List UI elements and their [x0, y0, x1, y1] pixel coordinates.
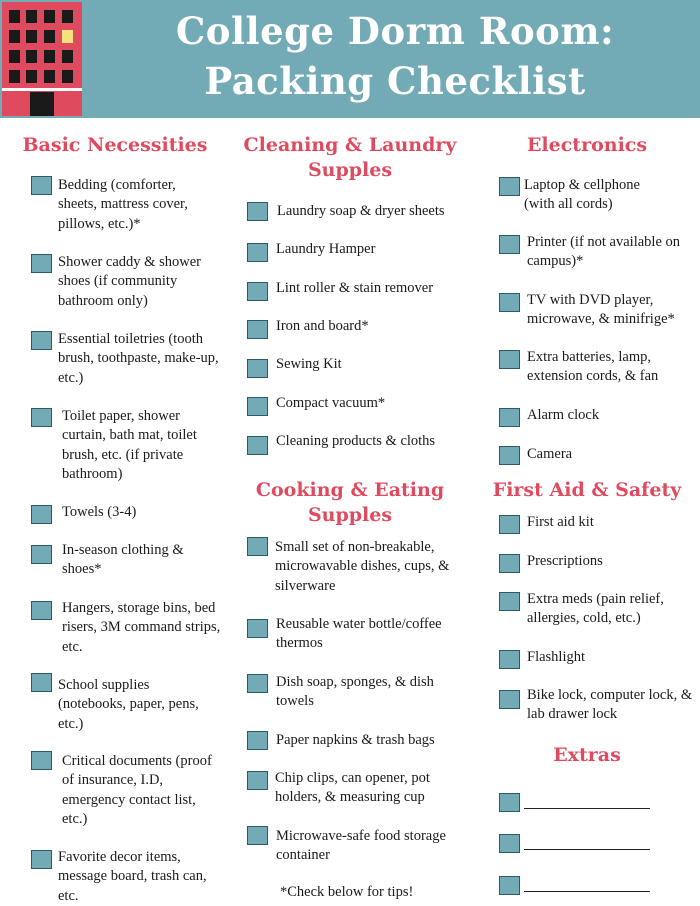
checkbox[interactable]: [499, 793, 520, 812]
checkbox[interactable]: [499, 515, 520, 534]
checkbox[interactable]: [247, 359, 268, 378]
list-item: Laundry Hamper: [276, 241, 376, 257]
checkbox[interactable]: [499, 408, 520, 427]
list-item: Sewing Kit: [276, 356, 342, 372]
list-item: Microwave-safe food storage container: [276, 828, 446, 864]
checkbox[interactable]: [499, 293, 520, 312]
list-item: Favorite decor items, message board, trash can, etc.: [58, 849, 207, 904]
dorm-building-icon: [2, 2, 82, 116]
title-line-1: College Dorm Room:: [175, 9, 615, 53]
checkbox[interactable]: [247, 243, 268, 262]
list-item: Extra batteries, lamp, extension cords, & fan: [527, 349, 659, 385]
title-line-2: Packing Checklist: [204, 59, 586, 103]
list-item: Bedding (comforter, sheets, mattress cover, pillows, etc.)*: [58, 177, 188, 232]
checkbox[interactable]: [247, 397, 268, 416]
list-item: Hangers, storage bins, bed risers, 3M command strips, etc.: [62, 600, 221, 655]
heading-cleaning-laundry: Cleaning & Laundry Supples: [243, 134, 457, 181]
checkbox[interactable]: [499, 650, 520, 669]
checkbox[interactable]: [31, 673, 52, 692]
checkbox[interactable]: [247, 436, 268, 455]
checkbox[interactable]: [499, 876, 520, 895]
list-item: Compact vacuum*: [276, 395, 386, 411]
checkbox[interactable]: [31, 176, 52, 195]
list-item: Bike lock, computer lock, & lab drawer lock: [527, 687, 693, 723]
checkbox[interactable]: [31, 751, 52, 770]
list-item: Printer (if not available on campus)*: [527, 234, 681, 270]
list-item: Iron and board*: [276, 318, 369, 334]
checkbox[interactable]: [247, 619, 268, 638]
list-item: Dish soap, sponges, & dish towels: [276, 674, 434, 710]
checkbox[interactable]: [31, 850, 52, 869]
page-title: [105, 6, 685, 106]
list-item: First aid kit: [527, 514, 594, 530]
checkbox[interactable]: [31, 331, 52, 350]
heading-extras: Extras: [553, 744, 621, 766]
checkbox[interactable]: [499, 446, 520, 465]
checkbox[interactable]: [499, 834, 520, 853]
list-item: Flashlight: [527, 649, 586, 665]
list-item: Prescriptions: [527, 553, 603, 569]
checkbox[interactable]: [247, 826, 268, 845]
heading-electronics: Electronics: [526, 134, 648, 156]
checkbox[interactable]: [31, 408, 52, 427]
blank-line[interactable]: [524, 849, 650, 850]
checkbox[interactable]: [499, 690, 520, 709]
checkbox[interactable]: [31, 505, 52, 524]
checkbox[interactable]: [499, 235, 520, 254]
list-item: In-season clothing & shoes*: [62, 542, 184, 578]
list-item: Cleaning products & cloths: [276, 433, 436, 449]
list-item: Essential toiletries (tooth brush, toothpaste, make-up, etc.): [58, 331, 219, 386]
blank-line[interactable]: [524, 808, 650, 809]
blank-line[interactable]: [524, 891, 650, 892]
checkbox[interactable]: [499, 350, 520, 369]
list-item: Lint roller & stain remover: [276, 280, 434, 296]
list-item: TV with DVD player, microwave, & minifrige*: [527, 292, 675, 328]
checkbox[interactable]: [247, 674, 268, 693]
heading-first-aid-safety: First Aid & Safety: [492, 479, 682, 501]
list-item: Laundry soap & dryer sheets: [277, 203, 445, 219]
checkbox[interactable]: [499, 592, 520, 611]
heading-cooking-eating: Cooking & Eating Supples: [255, 479, 445, 526]
checkbox[interactable]: [247, 320, 268, 339]
list-item: Laptop & cellphone (with all cords): [524, 177, 640, 213]
list-item: Camera: [527, 446, 573, 462]
list-item: Toilet paper, shower curtain, bath mat, toilet brush, etc. (if private bathroom): [62, 408, 197, 482]
checkbox[interactable]: [31, 254, 52, 273]
checkbox[interactable]: [499, 554, 520, 573]
list-item: Extra meds (pain relief, allergies, cold, etc.): [527, 591, 664, 627]
list-item: Critical documents (proof of insurance, I.D, emergency contact list, etc.): [62, 753, 212, 827]
heading-basic-necessities: Basic Necessities: [22, 134, 208, 156]
checkbox[interactable]: [247, 202, 268, 221]
list-item: Small set of non-breakable, microwavable dishes, cups, & silverware: [275, 539, 450, 594]
checkbox[interactable]: [247, 771, 268, 790]
list-item: Alarm clock: [527, 407, 600, 423]
list-item: Paper napkins & trash bags: [276, 732, 435, 748]
checkbox[interactable]: [31, 601, 52, 620]
list-item: Towels (3-4): [62, 504, 137, 520]
checkbox[interactable]: [247, 537, 268, 556]
checkbox[interactable]: [31, 545, 52, 564]
list-item: School supplies (notebooks, paper, pens, etc.): [58, 677, 199, 732]
checkbox[interactable]: [499, 177, 520, 196]
list-item: Reusable water bottle/coffee thermos: [276, 616, 442, 652]
tips-note: *Check below for tips!: [280, 884, 414, 900]
list-item: Shower caddy & shower shoes (if community bathroom only): [58, 254, 201, 309]
checkbox[interactable]: [247, 731, 268, 750]
list-item: Chip clips, can opener, pot holders, & measuring cup: [275, 770, 430, 806]
checkbox[interactable]: [247, 282, 268, 301]
header-banner: [0, 0, 700, 118]
